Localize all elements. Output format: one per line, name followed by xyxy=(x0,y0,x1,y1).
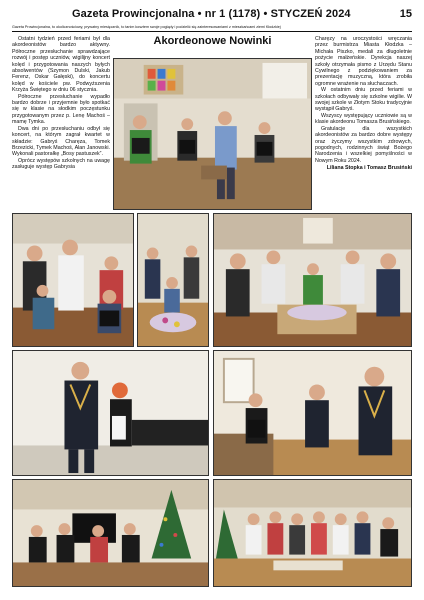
photo-quartet-christmas-tree xyxy=(12,479,209,587)
page-number: 15 xyxy=(399,8,412,20)
paragraph: Półroczne przesłuchanie wypadło bardzo dobrze i przyjemnie było spotkać się w klasie na słodkim poczęstunku przygotowanym przez p. Lenę Machoś – mamę Tymka. xyxy=(12,93,110,126)
article-signature: Liliana Stopka i Tomasz Brusiński xyxy=(326,165,412,172)
photo-school-wigilia xyxy=(213,479,412,587)
paragraph: Gratulacje dla wszystkich akordeonistów za bardzo dobre występy oraz życzymy wszystkim zdrowych, pogodnych, rodzinnych świąt Bożego Narodzenia i wszelkiej pomyślności w Nowym Roku 2024. xyxy=(315,125,412,164)
photo-students-with-accordion xyxy=(12,213,134,347)
photo-mayor-ceremony xyxy=(213,350,412,476)
paragraph: Oprócz występów szkolnych na uwagę zasługuje występ Gabrysia xyxy=(12,157,110,171)
paragraph: Wszyscy występujący uczniowie są w klasie akordeonu Tomasza Brusińskiego. xyxy=(315,112,412,126)
paragraph: Dwa dni po przesłuchaniu odbył się koncert, na którym zagrał kwartet w składzie: Gabryś Charęza, Tomek Brzezicki, Tymek Machoś, Alan Janowski. Wykonali pastorałkę „Bosy pastuszek”. xyxy=(12,125,110,158)
header-rule xyxy=(12,31,412,32)
masthead xyxy=(12,8,412,24)
right-text-column xyxy=(315,36,412,172)
left-text-column xyxy=(12,36,110,171)
photo-christmas-table xyxy=(137,213,209,347)
photo-mayor-with-boy xyxy=(12,350,209,476)
photo-classroom-accordionists xyxy=(113,58,312,210)
paragraph: Charęzy na uroczystości wręczania przez burmistrza Miasta Kłodzka – Michała Piszko, medali za długoletnie pożycie małżeńskie. Dyrekcja naszej szkoły otrzymała pismo z Urzędu Stanu Cywilnego z podziękowaniem za prezentację muzyczną, która zrobiła ogromne wrażenie na słuchaczach. xyxy=(315,36,412,87)
tagline: Gazeta Prowincjonalna, to okolicznościowy, prywatny miesięcznik, to tanim kosztem swoje poglądy i podzielić się zainteresowaniami z mieszkańcami ziemi Kłodzkiej xyxy=(12,25,281,29)
paragraph: Ostatni tydzień przed feriami był dla akordeonistów bardzo aktywny. Półroczne przesłuchanie sprawdzające rozwój i postęp uczniów, wigilijny koncert kolęd i przygotowania naszych byłych absolwentów (Szymon Dulski, Jakub Ferenz, Oskar Gałęski), do koncertu kolęd w kościele pw. Podwyższenia Krzyża Świętego w dniu 06 stycznia. xyxy=(12,36,110,94)
article-headline: Akordeonowe Nowinki xyxy=(153,35,272,47)
paragraph: W ostatnim dniu przed feriami w szkołach odbywały się szkolne wigilie. W swojej szkole w Złotym Stoku tradycyjnie wystąpił Gabryś. xyxy=(315,87,412,113)
photo-accordion-class-group xyxy=(213,213,412,347)
masthead-title: Gazeta Prowincjonalna • nr 1 (1178) • STYCZEŃ 2024 xyxy=(72,8,351,20)
